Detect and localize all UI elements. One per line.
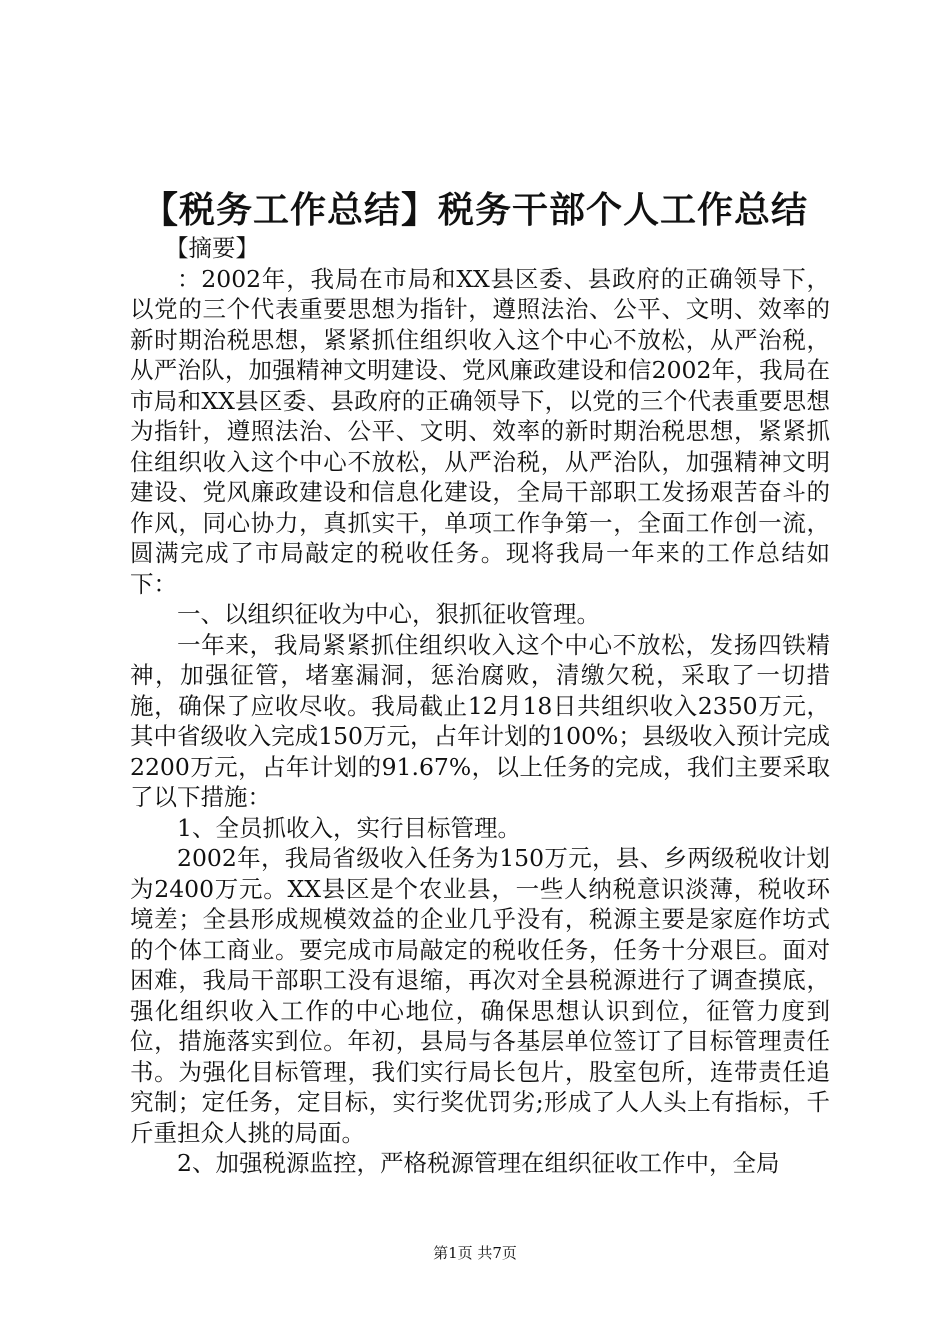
abstract-label: 【摘要】 [165,234,259,262]
page-footer: 第1页 共7页 [433,1244,517,1262]
subheading-1: 1、全员抓收入，实行目标管理。 [177,813,521,842]
document-title: 【税务工作总结】税务干部个人工作总结 [141,189,808,231]
subheading-2: 2、加强税源监控，严格税源管理在组织征收工作中，全局 [177,1149,780,1177]
paragraph: 一年来，我局紧紧抓住组织收入这个中心不放松，发扬四铁精神，加强征管，堵塞漏洞，惩治腐败，清缴欠税，采取了一切措施，确保了应收尽收。我局截止12月18日共组织收入2350万元，其中省级收入完成150万元，占年计划的100%；县级收入预计完成2200万元，占年计划的91.67%，以上任务的完成，我们主要采取了以下措施： [130,630,830,811]
paragraph: 2002年，我局省级收入任务为150万元，县、乡两级税收计划为2400万元。XX县区是个农业县，一些人纳税意识淡薄，税收环境差；全县形成规模效益的企业几乎没有，税源主要是家庭作坊式的个体工商业。要完成市局敲定的税收任务，任务十分艰巨。面对困难，我局干部职工没有退缩，再次对全县税源进行了调查摸底，强化组织收入工作的中心地位，确保思想认识到位，征管力度到位，措施落实到位。年初，县局与各基层单位签订了目标管理责任书。为强化目标管理，我们实行局长包片，股室包所，连带责任追究制；定任务，定目标，实行奖优罚劣;形成了人人头上有指标，千斤重担众人挑的局面。 [130,844,830,1147]
document-body [130,233,830,1179]
paragraph-abstract: ：2002年，我局在市局和XX县区委、县政府的正确领导下，以党的三个代表重要思想为指针，遵照法治、公平、文明、效率的新时期治税思想，紧紧抓住组织收入这个中心不放松，从严治税，从严治队，加强精神文明建设、党风廉政建设和信2002年，我局在市局和XX县区委、县政府的正确领导下，以党的三个代表重要思想为指针，遵照法治、公平、文明、效率的新时期治税思想，紧紧抓住组织收入这个中心不放松，从严治税，从严治队，加强精神文明建设、党风廉政建设和信息化建设，全局干部职工发扬艰苦奋斗的作风，同心协力，真抓实干，单项工作争第一，全面工作创一流，圆满完成了市局敲定的税收任务。现将我局一年来的工作总结如下： [130,264,830,598]
section-heading-1: 一、以组织征收为中心，狠抓征收管理。 [177,600,600,628]
